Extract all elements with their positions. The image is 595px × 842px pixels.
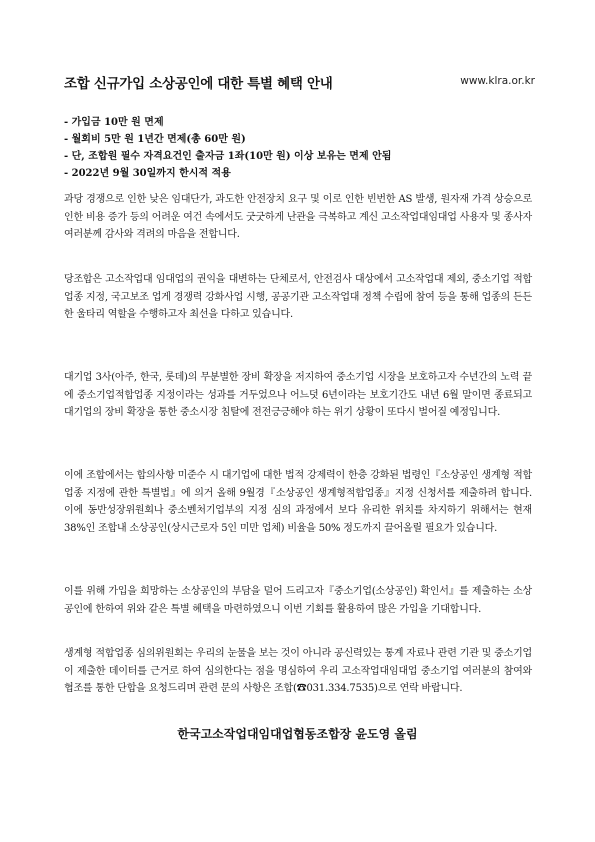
document-title: 조합 신규가입 소상공인에 대한 특별 혜택 안내 <box>64 76 333 92</box>
paragraph-designation: 이에 조합에서는 합의사항 미준수 시 대기업에 대한 법적 강제력이 한층 강화된 법령인『소상공인 생계형 적합업종 지정에 관한 특별법』에 의거 올해 9월경『소상공인 생계형적합업종』지정 신청서를 제출하려 합니다. 이에 동반성장위원회나 중소벤처기업부의 지정 심의 과정에서 보다 유리한 위치를 차지하기 위해서는 현재 38%인 조합내 소상공인(상시근로자 5인 미만 업체) 비율을 50% 정도까지 끌어올릴 필요가 있습니다. <box>64 470 532 534</box>
paragraph-request: 생계형 적합업종 심의위원회는 우리의 눈물을 보는 것이 아니라 공신력있는 통계 자료나 관련 기관 및 중소기업이 제출한 데이터를 근거로 하여 심의한다는 점을 명심하여 우리 고소작업대임대업 중소기업 여러분의 참여와 협조를 통한 단합을 요청드리며 관련 문의 사항은 조합(☎031.334.7535)으로 연락 바랍니다. <box>64 648 532 695</box>
benefit-item: - 2022년 9월 30일까지 한시적 적용 <box>64 168 231 179</box>
paragraph-background: 대기업 3사(아주, 한국, 롯데)의 무분별한 장비 확장을 저지하여 중소기업 시장을 보호하고자 수년간의 노력 끝에 중소기업적합업종 지정이라는 성과를 거두었으나 어느덧 6년이라는 보호기간도 내년 6월 말이면 종료되고 대기업의 장비 확장을 통한 중소시장 침탈에 전전긍긍해야 하는 위기 상황이 또다시 벌어질 예정입니다. <box>64 372 532 419</box>
benefit-item: - 월회비 5만 원 1년간 면제(총 60만 원) <box>64 134 246 145</box>
paragraph-greeting: 과당 경쟁으로 인한 낮은 임대단가, 과도한 안전장치 요구 및 이로 인한 빈번한 AS 발생, 원자재 가격 상승으로 인한 비용 증가 등의 어려운 여건 속에서도 굿굿하게 난관을 극복하고 계신 고소작업대임대업 사용자 및 종사자 여러분께 감사와 격려의 마음을 전합니다. <box>64 194 532 241</box>
benefit-list <box>64 114 544 182</box>
benefit-item: - 가입금 10만 원 면제 <box>64 117 164 128</box>
website-url: www.klra.or.kr <box>460 75 535 87</box>
paragraph-benefit-purpose: 이를 위해 가입을 희망하는 소상공인의 부담을 덜어 드리고자『중소기업(소상공인) 확인서』를 제출하는 소상공인에 한하여 위와 같은 특별 혜택을 마련하였으니 이번 기회를 활용하여 많은 가입을 기대합니다. <box>64 586 532 615</box>
benefit-item: - 단, 조합원 필수 자격요건인 출자금 1좌(10만 원) 이상 보유는 면제 안됨 <box>64 151 392 162</box>
paragraph-union-role: 당조합은 고소작업대 임대업의 권익을 대변하는 단체로서, 안전검사 대상에서 고소작업대 제외, 중소기업 적합업종 지정, 국고보조 업게 경쟁력 강화사업 시행, 공공기관 고소작업대 정책 수립에 참여 등을 통해 업종의 든든한 울타리 역할을 수행하고자 최선을 다하고 있습니다. <box>64 274 532 321</box>
signature: 한국고소작업대임대업협동조합장 윤도영 올림 <box>177 727 418 741</box>
